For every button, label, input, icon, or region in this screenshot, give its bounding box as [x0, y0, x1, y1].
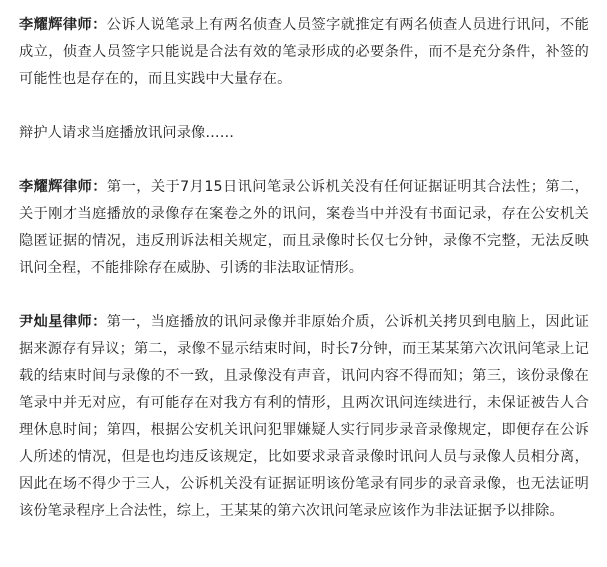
- paragraph-defense-request: [19, 120, 589, 147]
- speaker-label: 尹灿星律师：: [19, 314, 107, 330]
- paragraph-text: 第一，关于7月15日讯问笔录公诉机关没有任何证据证明其合法性；第二，关于刚才当庭播放的录像存在案卷之外的讯问，案卷当中并没有书面记录，存在公安机关隐匿证据的情况，违反刑诉法相关规定，而且录像时长仅七分钟，录像不完整，无法反映讯问全程，不能排除存在威胁、引诱的非法取证情形。: [19, 179, 589, 276]
- paragraph-text: 公诉人说笔录上有两名侦查人员签字就推定有两名侦查人员进行讯问，不能成立，侦查人员签字只能说是合法有效的笔录形成的必要条件，而不是充分条件，补签的可能性也是存在的，而且实践中大量存在。: [19, 17, 590, 87]
- speaker-label: 李耀辉律师：: [19, 17, 107, 33]
- paragraph-yin-canxing: [19, 309, 589, 525]
- speaker-label: 李耀辉律师：: [19, 179, 107, 195]
- paragraph-text: 辩护人请求当庭播放讯问录像……: [19, 125, 235, 141]
- paragraph-li-yaohui-1: [19, 12, 589, 93]
- paragraph-text: 第一，当庭播放的讯问录像并非原始介质，公诉机关拷贝到电脑上，因此证据来源存有异议；第二，录像不显示结束时间，时长7分钟，而王某某第六次讯问笔录上记载的结束时间与录像的不一致，且录像没有声音，讯问内容不得而知；第三，该份录像在笔录中并无对应，有可能存在对我方有利的情形，且两次讯问连续进行，未保证被告人合理休息时间；第四，根据公安机关讯问犯罪嫌疑人实行同步录音录像规定，即便存在公诉人所述的情况，但是也均违反该规定，比如要求录音录像时讯问人员与录像人员相分离，因此在场不得少于三人，公诉机关没有证据证明该份笔录有同步的录音录像，也无法证明该份笔录程序上合法性，综上，王某某的第六次讯问笔录应该作为非法证据予以排除。: [19, 314, 590, 519]
- paragraph-li-yaohui-2: [19, 174, 589, 282]
